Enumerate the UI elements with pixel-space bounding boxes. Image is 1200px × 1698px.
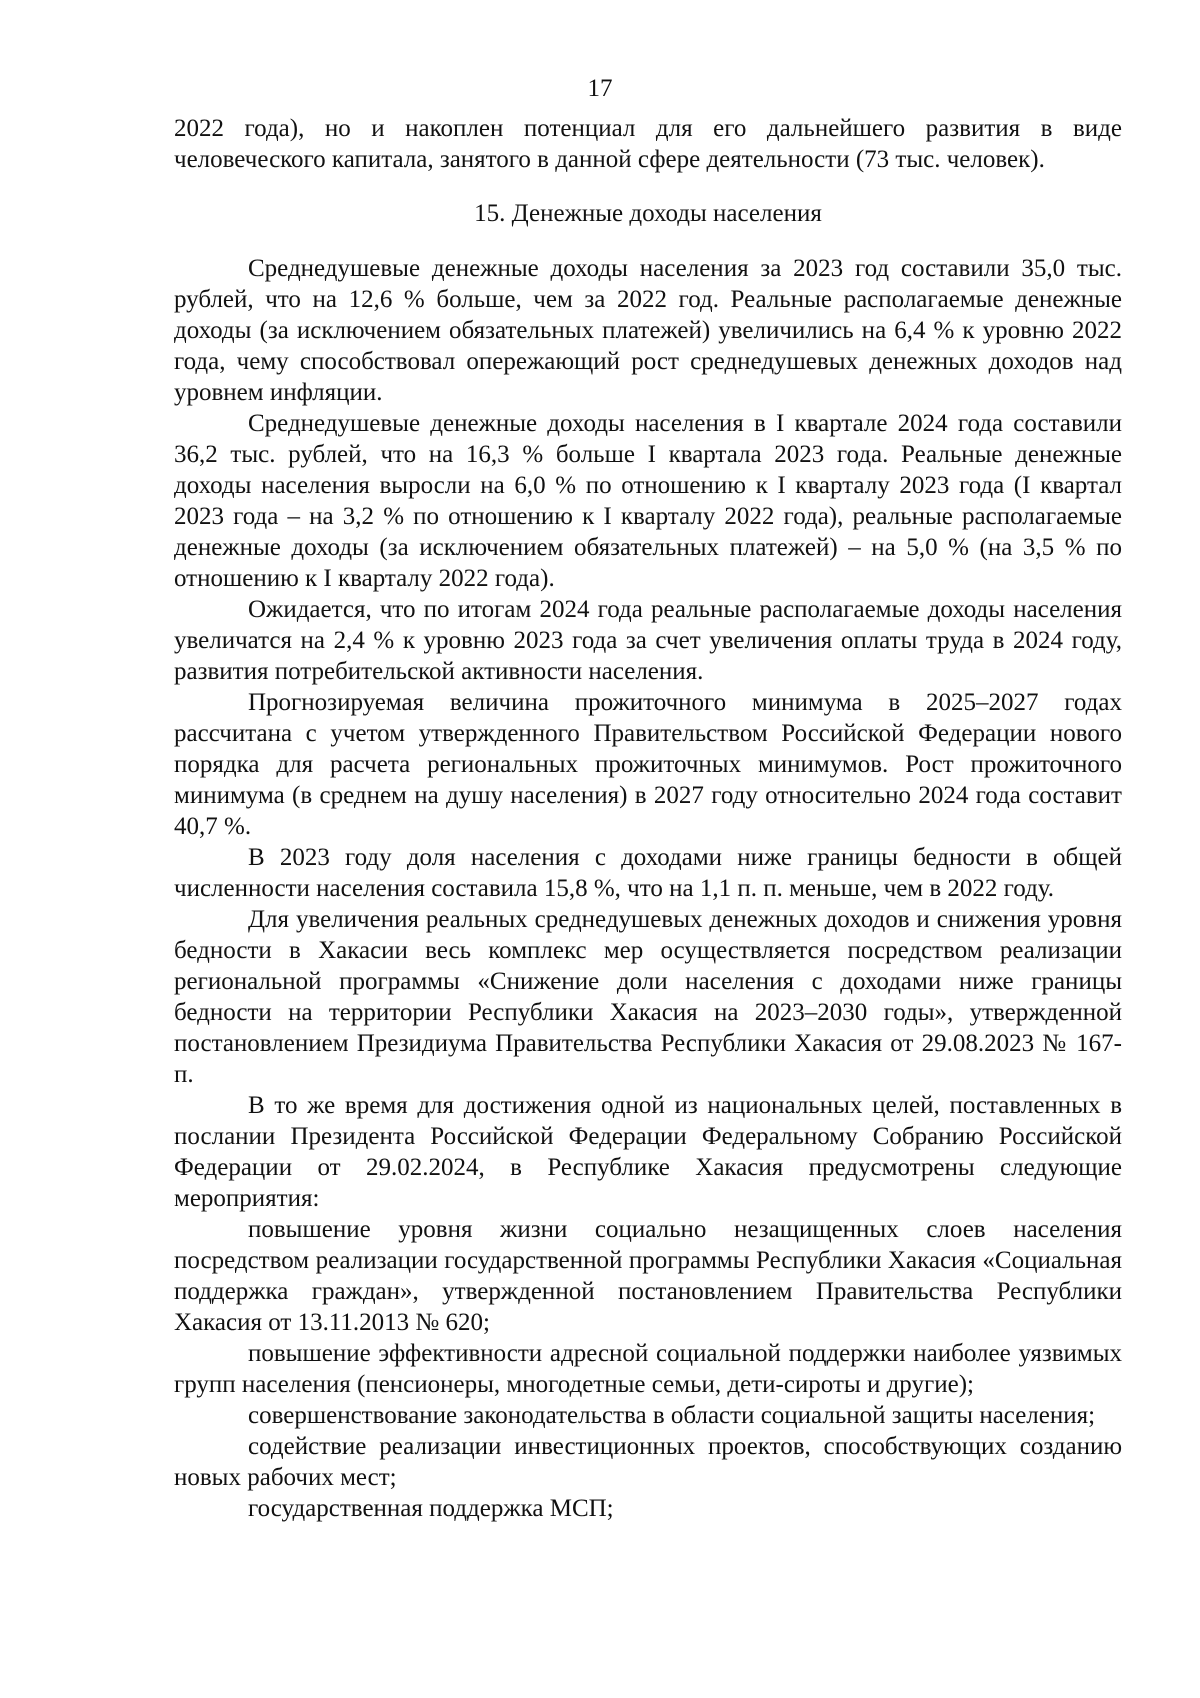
paragraph-subsistence-minimum: Прогнозируемая величина прожиточного минимума в 2025–2027 годах рассчитана с учетом утвержденного Правительством Российской Федерации нового порядка для расчета региональных прожиточных минимумов. Рост прожиточного минимума (в среднем на душу населения) в 2027 году относительно 2024 года составит 40,7 %. — [174, 689, 1122, 840]
paragraph-average-income-2023: Среднедушевые денежные доходы населения за 2023 год составили 35,0 тыс. рублей, что на 12,6 % больше, чем за 2022 год. Реальные располагаемые денежные доходы (за исключением обязательных платежей) увеличились на 6,4 % к уровню 2022 года, чему способствовал опережающий рост среднедушевых денежных доходов над уровнем инфляции. — [174, 255, 1122, 406]
paragraph-income-q1-2024: Среднедушевые денежные доходы населения в I квартале 2024 года составили 36,2 тыс. рублей, что на 16,3 % больше I квартала 2023 года. Реальные денежные доходы населения выросли на 6,0 % по отношению к I кварталу 2023 года (I квартал 2023 года – на 3,2 % по отношению к I кварталу 2022 года), реальные располагаемые денежные доходы (за исключением обязательных платежей) – на 5,0 % (на 3,5 % по отношению к I кварталу 2022 года). — [174, 410, 1122, 592]
intro-paragraph: 2022 года), но и накоплен потенциал для его дальнейшего развития в виде человеческого капитала, занятого в данной сфере деятельности (73 тыс. человек). — [174, 115, 1122, 173]
list-item-social-support: повышение уровня жизни социально незащищенных слоев населения посредством реализации государственной программы Республики Хакасия «Социальная поддержка граждан», утвержденной постановлением Правительства Республики Хакасия от 13.11.2013 № 620; — [174, 1216, 1122, 1336]
page-number: 17 — [587, 75, 613, 102]
paragraph-national-goals: В то же время для достижения одной из национальных целей, поставленных в послании Президента Российской Федерации Федеральному Собранию Российской Федерации от 29.02.2024, в Республике Хакасия предусмотрены следующие мероприятия: — [174, 1092, 1122, 1212]
paragraph-income-forecast-2024: Ожидается, что по итогам 2024 года реальные располагаемые доходы населения увеличатся на 2,4 % к уровню 2023 года за счет увеличения оплаты труда в 2024 году, развития потребительской активности населения. — [174, 596, 1122, 685]
section-title: 15. Денежные доходы населения — [474, 200, 822, 227]
paragraph-regional-program: Для увеличения реальных среднедушевых денежных доходов и снижения уровня бедности в Хакасии весь комплекс мер осуществляется посредством реализации региональной программы «Снижение доли населения с доходами ниже границы бедности на территории Республики Хакасия на 2023–2030 годы», утвержденной постановлением Президиума Правительства Республики Хакасия от 29.08.2023 № 167-п. — [174, 906, 1122, 1088]
list-item-legislation: совершенствование законодательства в области социальной защиты населения; — [248, 1402, 1096, 1429]
document-body — [174, 113, 1122, 1524]
paragraph-poverty-share-2023: В 2023 году доля населения с доходами ниже границы бедности в общей численности населения составила 15,8 %, что на 1,1 п. п. меньше, чем в 2022 году. — [174, 844, 1122, 902]
list-item-investment-projects: содействие реализации инвестиционных проектов, способствующих созданию новых рабочих мест; — [174, 1433, 1122, 1491]
list-item-sme-support: государственная поддержка МСП; — [248, 1495, 614, 1522]
list-item-targeted-support: повышение эффективности адресной социальной поддержки наиболее уязвимых групп населения (пенсионеры, многодетные семьи, дети-сироты и другие); — [174, 1340, 1122, 1398]
